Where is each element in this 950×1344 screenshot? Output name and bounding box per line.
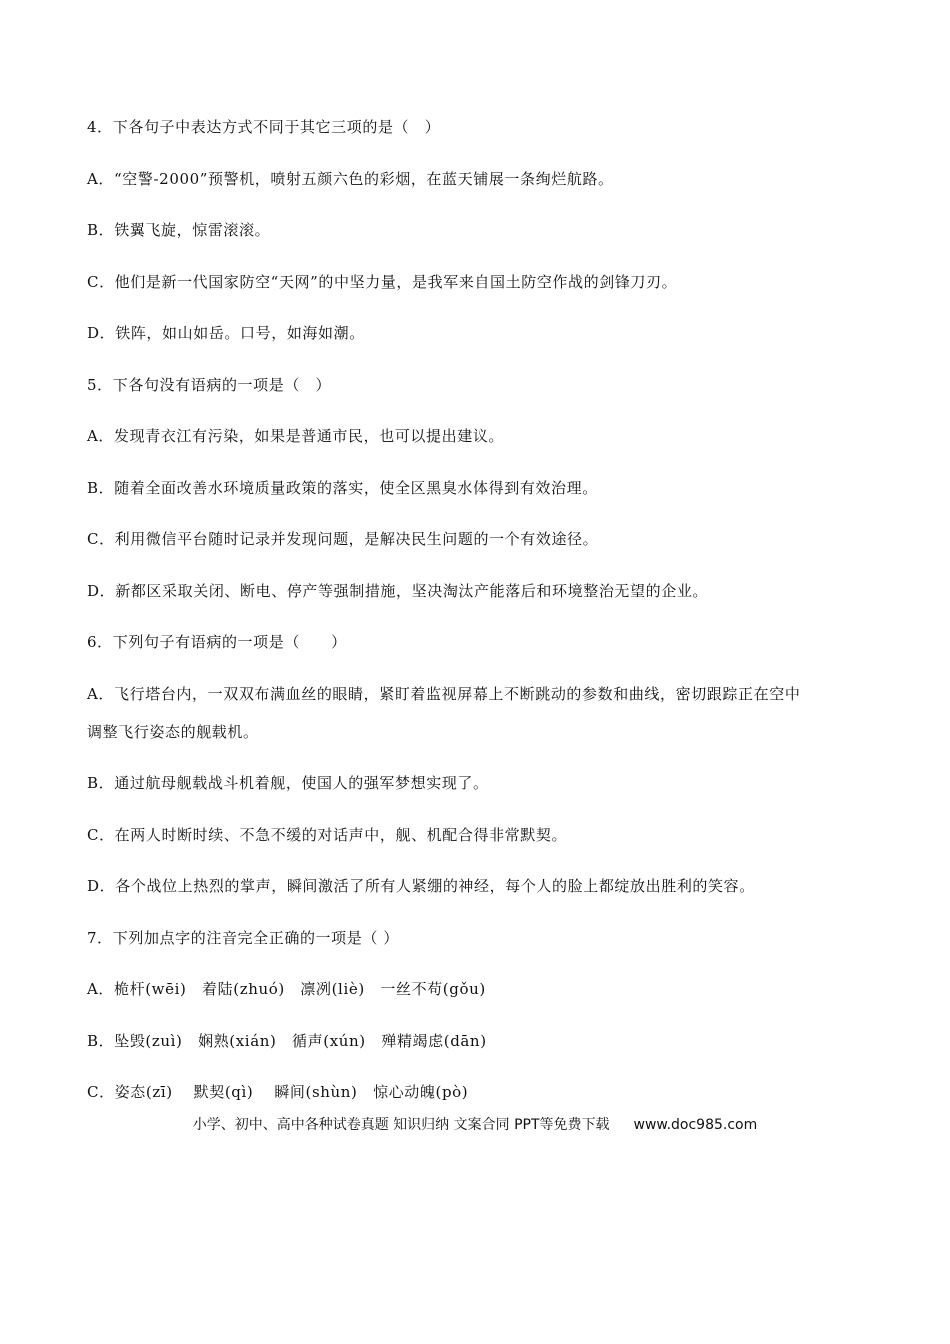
question-7-stem: 7．下列加点字的注音完全正确的一项是（ ） bbox=[87, 929, 399, 947]
question-5-stem: 5．下各句没有语病的一项是（ ） bbox=[87, 376, 332, 394]
footer-text: 小学、初中、高中各种试卷真题 知识归纳 文案合同 PPT等免费下载 bbox=[192, 1117, 610, 1133]
question-7-option-b: B．坠毁(zuì) 娴熟(xián) 循声(xún) 殚精竭虑(dān) bbox=[87, 1032, 487, 1050]
question-5-option-b: B．随着全面改善水环境质量政策的落实，使全区黑臭水体得到有效治理。 bbox=[87, 479, 598, 497]
footer-url[interactable]: www.doc985.com bbox=[633, 1117, 758, 1133]
question-5-option-c: C．利用微信平台随时记录并发现问题，是解决民生问题的一个有效途径。 bbox=[87, 530, 599, 548]
question-6-option-b: B．通过航母舰载战斗机着舰，使国人的强军梦想实现了。 bbox=[87, 774, 489, 792]
question-7-option-c: C．姿态(zī) 默契(qì) 瞬间(shùn) 惊心动魄(pò) bbox=[87, 1083, 469, 1101]
question-6-stem: 6．下列句子有语病的一项是（ ） bbox=[87, 633, 347, 651]
question-4-option-a: A．“空警-2000”预警机，喷射五颜六色的彩烟，在蓝天铺展一条绚烂航路。 bbox=[87, 170, 614, 188]
question-4-stem: 4．下各句子中表达方式不同于其它三项的是（ ） bbox=[87, 118, 441, 136]
page-footer bbox=[0, 1115, 950, 1135]
question-6-option-a: A．飞行塔台内，一双双布满血丝的眼睛，紧盯着监视屏幕上不断跳动的参数和曲线，密切跟踪正在空中 bbox=[87, 685, 801, 703]
question-6-option-d: D．各个战位上热烈的掌声，瞬间激活了所有人紧绷的神经，每个人的脸上都绽放出胜利的笑容。 bbox=[87, 877, 755, 895]
question-4-option-b: B．铁翼飞旋，惊雷滚滚。 bbox=[87, 221, 271, 239]
question-4-option-d: D．铁阵，如山如岳。口号，如海如潮。 bbox=[87, 324, 365, 342]
question-5-option-d: D．新都区采取关闭、断电、停产等强制措施，坚决淘汰产能落后和环境整治无望的企业。 bbox=[87, 582, 709, 600]
question-5-option-a: A．发现青衣江有污染，如果是普通市民，也可以提出建议。 bbox=[87, 427, 505, 445]
question-6-option-a-continued: 调整飞行姿态的舰载机。 bbox=[87, 723, 259, 741]
question-6-option-c: C．在两人时断时续、不急不缓的对话声中，舰、机配合得非常默契。 bbox=[87, 826, 568, 844]
question-4-option-c: C．他们是新一代国家防空“天网”的中坚力量，是我军来自国土防空作战的剑锋刀刃。 bbox=[87, 273, 678, 291]
question-7-option-a: A．桅杆(wēi) 着陆(zhuó) 凛冽(liè) 一丝不苟(gǒu) bbox=[87, 980, 486, 998]
